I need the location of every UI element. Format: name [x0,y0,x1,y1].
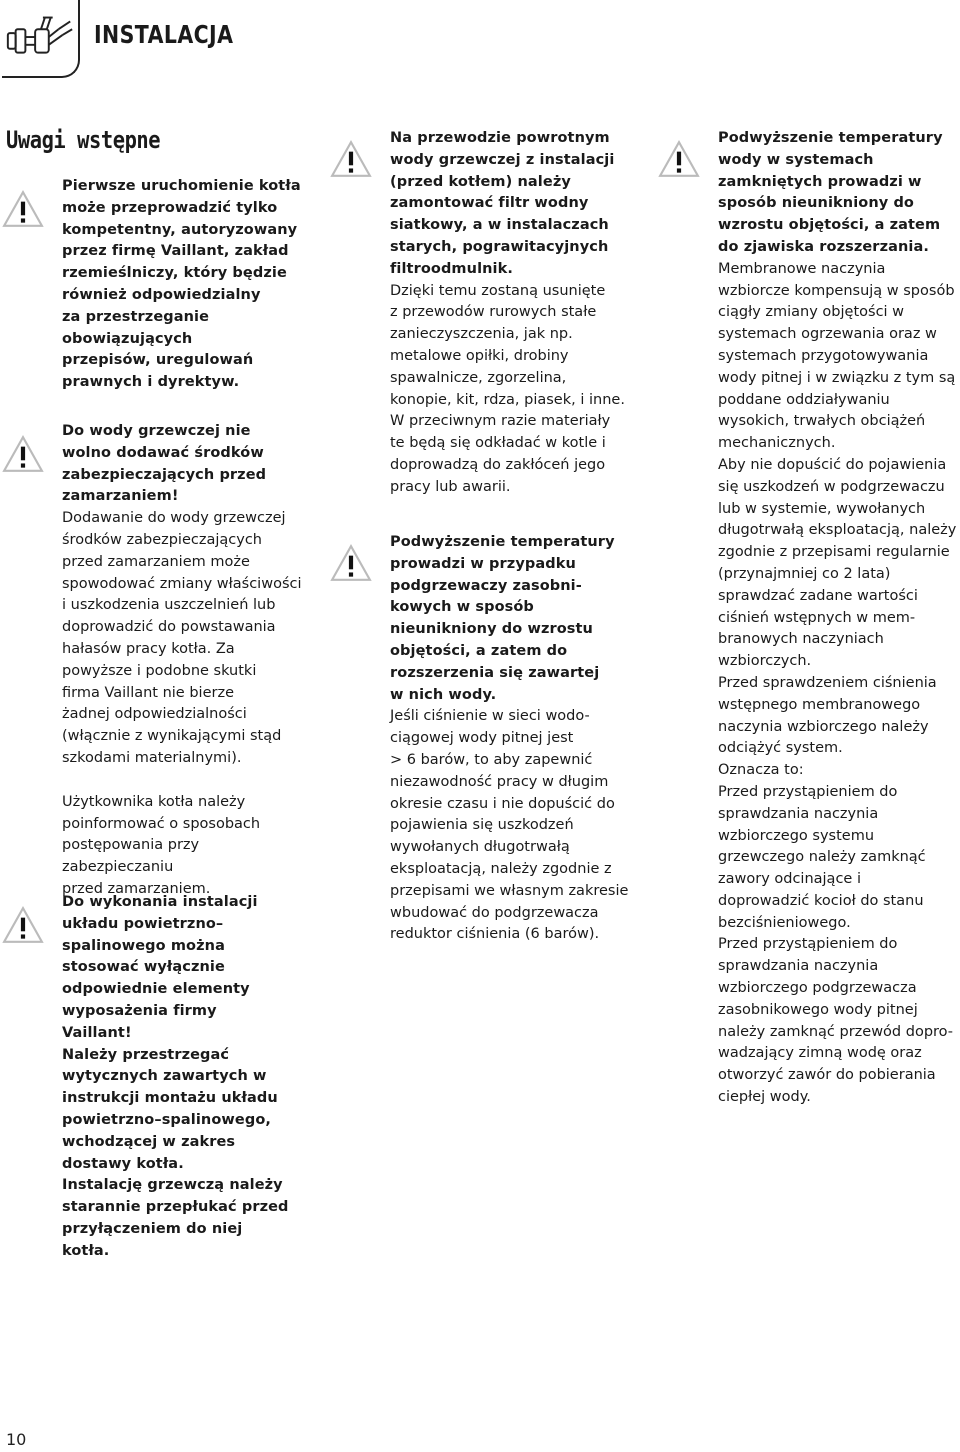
warning-text: Na przewodzie powrotnym wody grzewczej z instalacji (przed kotłem) należy zamontować filtr wodny siatkowy, a w instalaczach starych, pograwitacyjnych filtroodmulnik. [390,130,615,277]
body-text: Jeśli ciśnienie w sieci wodo- ciągowej wody pitnej jest > 6 barów, to aby zapewnić niezawodność pracy w długim okresie czasu i nie dopuścić do pojawienia się uszkodzeń wywołanych długotrwałą eksploatacją, należy zgodnie z przepisami we własnym zakresie wbudować do podgrzewacza reduktor ciśnienia (6 barów). [390,708,629,943]
warning-triangle-icon [330,542,372,584]
valve-pipe-icon [2,0,80,78]
warning-block-flue-system [62,892,314,1263]
warning-text: Pierwsze uruchomienie kotła może przeprowadzić tylko kompetentny, autoryzowany przez firmę Vaillant, zakład rzemieślniczy, który będzie również odpowiedzialny za przestrzeganie obowiązujących przepisów, uregulowań prawnych i dyrektyw. [62,178,301,391]
warning-triangle-icon [658,138,700,180]
warning-triangle-icon [2,188,44,230]
warning-text: Do wykonania instalacji układu powietrzno– spalinowego można stosować wyłącznie odpowiednie elementy wyposażenia firmy Vaillant! Należy przestrzegać wytycznych zawartych w instrukcji montażu układu powietrzno–spalinowego, wchodzącej w zakres dostawy kotła. Instalację grzewczą należy starannie przepłukać przed przyłączeniem do niej kotła. [62,894,289,1259]
page-number: 10 [6,1430,27,1449]
section-heading: Uwagi wstępne [6,126,161,154]
warning-triangle-icon [330,138,372,180]
warning-triangle-icon [2,433,44,475]
body-text: Membranowe naczynia wzbiorcze kompensują w sposób ciągły zmiany objętości w systemach ogrzewania oraz w systemach przygotowywania wody pitnej i w związku z tym są poddane oddziaływaniu wysokich, trwałych obciążeń mechanicznych. Aby nie dopuścić do pojawienia się uszkodzeń w podgrzewaczu lub w systemie, wywołanych długotrwałą eksploatacją, należy zgodnie z przepisami regularnie (przynajmniej co 2 lata) sprawdzać zadane wartości ciśnień wstępnych w mem- branowych naczyniach wzbiorczych. Przed sprawdzeniem ciśnienia wstępnego membranowego naczynia wzbiorczego należy odciążyć system. Oznacza to: Przed przystąpieniem do sprawdzania naczynia wzbiorczego systemu grzewczego należy zamknąć zawory odcinające i doprowadzić kocioł do stanu bezciśnieniowego. Przed przystąpieniem do sprawdzania naczynia wzbiorczego podgrzewacza zasobnikowego wody pitnej należy zamknąć przewód dopro- wadzający zimną wodę oraz otworzyć zawór do pobierania ciepłej wody. [718,260,957,1106]
warning-text: Podwyższenie temperatury wody w systemach zamkniętych prowadzi w sposób nieunikniony do wzrostu objętości, a zatem do zjawiska rozszerzania. [718,130,943,255]
page-title: INSTALACJA [94,20,234,49]
warning-triangle-icon [2,904,44,946]
body-text: Dodawanie do wody grzewczej środków zabezpieczających przed zamarzaniem może spowodować zmiany właściwości i uszkodzenia uszczelnień lub doprowadzić do powstawania hałasów pracy kotła. Za powyższe i podobne skutki firma Vaillant nie bierze żadnej odpowiedzialności (włącznie z wynikającymi stąd szkodami materialnymi). [62,510,302,766]
warning-text: Do wody grzewczej nie wolno dodawać środków zabezpieczających przed zamarzaniem! [62,423,267,505]
body-text: Dzięki temu zostaną usunięte z przewodów rurowych stałe zanieczyszczenia, jak np. metalowe opiłki, drobiny spawalnicze, zgorzelina, konopie, kit, rdza, piasek, i inne. W przeciwnym razie materiały te będą się odkładać w kotle i doprowadzą do zakłóceń jego pracy lub awarii. [390,282,625,495]
warning-text: Podwyższenie temperatury prowadzi w przypadku podgrzewaczy zasobni- kowych w sposób nieunikniony do wzrostu objętości, a zatem do rozszerzenia się zawartej w nich wody. [390,534,615,703]
warning-block-antifreeze [62,421,314,901]
warning-block-commissioning [62,176,314,394]
body-text: Użytkownika kotła należy poinformować o sposobach postępowania przy zabezpieczaniu przed zamarzaniem. [62,793,261,897]
warning-block-filter [390,128,642,499]
warning-block-expansion [718,128,960,1109]
warning-block-storage-heater [390,532,642,946]
